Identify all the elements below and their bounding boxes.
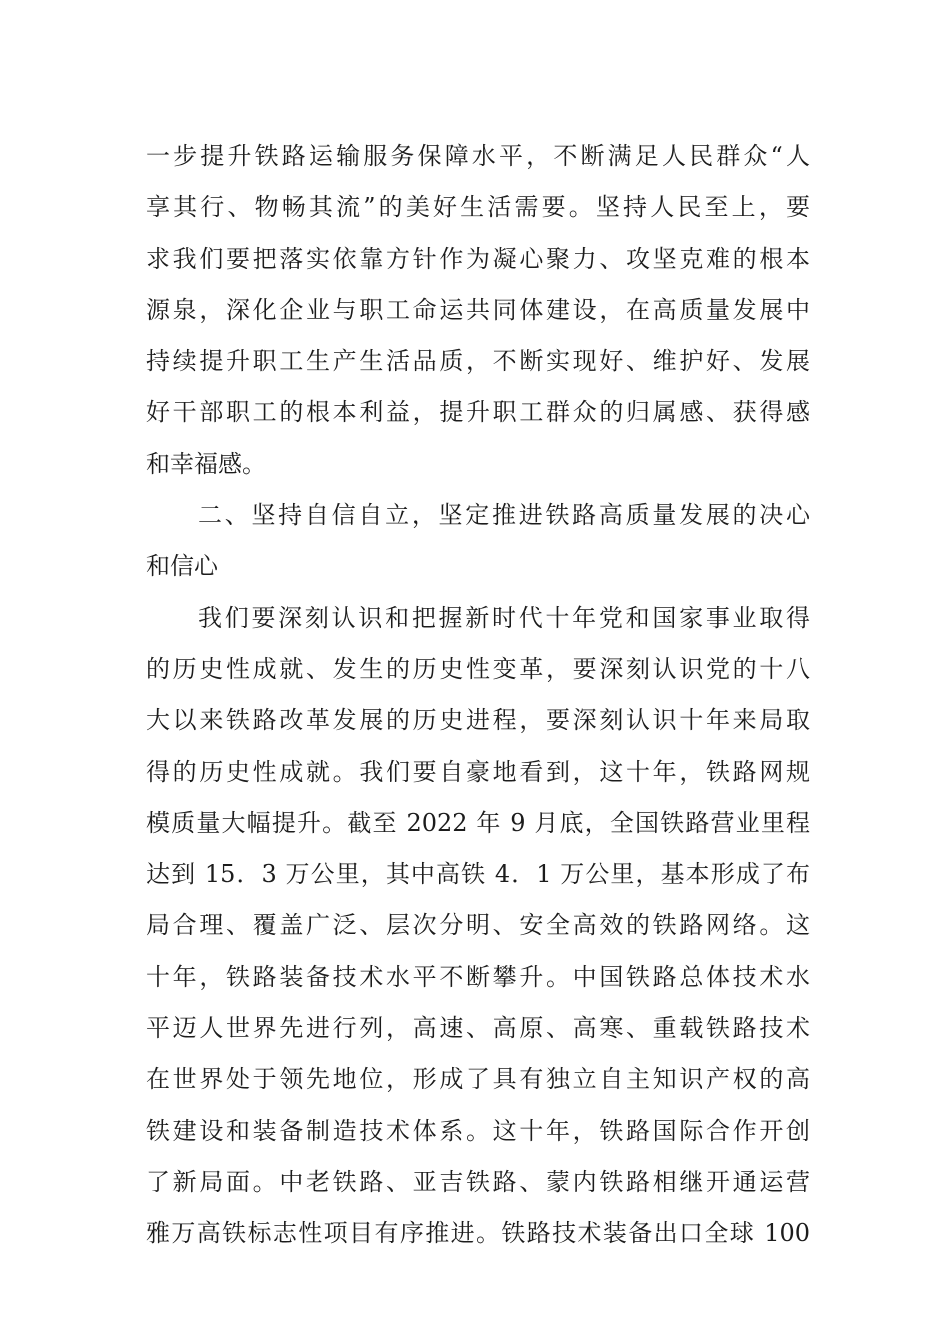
- text-line: 平迈人世界先进行列，高速、高原、高寒、重载铁路技术: [146, 1014, 810, 1043]
- text-line: 和幸福感。: [146, 449, 266, 478]
- text-line: 达到 15．3 万公里，其中高铁 4．1 万公里，基本形成了布: [146, 860, 810, 889]
- text-line: 的历史性成就、发生的历史性变革，要深刻认识党的十八: [146, 654, 810, 683]
- text-line: 模质量大幅提升。截至 2022 年 9 月底，全国铁路营业里程: [146, 808, 810, 837]
- text-line: 雅万高铁标志性项目有序推进。铁路技术装备出口全球 100: [146, 1219, 810, 1248]
- text-line: 好干部职工的根本利益，提升职工群众的归属感、获得感: [146, 398, 810, 427]
- text-line: 我们要深刻认识和把握新时代十年党和国家事业取得: [198, 603, 810, 632]
- text-line: 持续提升职工生产生活品质，不断实现好、维护好、发展: [146, 347, 810, 376]
- text-line: 局合理、覆盖广泛、层次分明、安全高效的铁路网络。这: [146, 911, 810, 940]
- text-line: 了新局面。中老铁路、亚吉铁路、蒙内铁路相继开通运营: [146, 1167, 810, 1196]
- section-heading: 二、坚持自信自立，坚定推进铁路高质量发展的决心: [198, 501, 810, 530]
- text-line: 在世界处于领先地位，形成了具有独立自主知识产权的高: [146, 1065, 810, 1094]
- text-line: 大以来铁路改革发展的历史进程，要深刻认识十年来局取: [146, 706, 810, 735]
- text-line: 求我们要把落实依靠方针作为凝心聚力、攻坚克难的根本: [146, 244, 810, 273]
- body-text: [146, 131, 810, 1260]
- text-line: 铁建设和装备制造技术体系。这十年，铁路国际合作开创: [146, 1116, 810, 1145]
- text-line: 一步提升铁路运输服务保障水平，不断满足人民群众“人: [146, 142, 810, 170]
- text-line: 得的历史性成就。我们要自豪地看到，这十年，铁路网规: [146, 757, 810, 786]
- text-line: 源泉，深化企业与职工命运共同体建设，在高质量发展中: [146, 295, 810, 324]
- section-heading-continuation: 和信心: [146, 552, 218, 581]
- text-line: 享其行、物畅其流”的美好生活需要。坚持人民至上，要: [146, 193, 810, 222]
- text-line: 十年，铁路装备技术水平不断攀升。中国铁路总体技术水: [146, 962, 810, 991]
